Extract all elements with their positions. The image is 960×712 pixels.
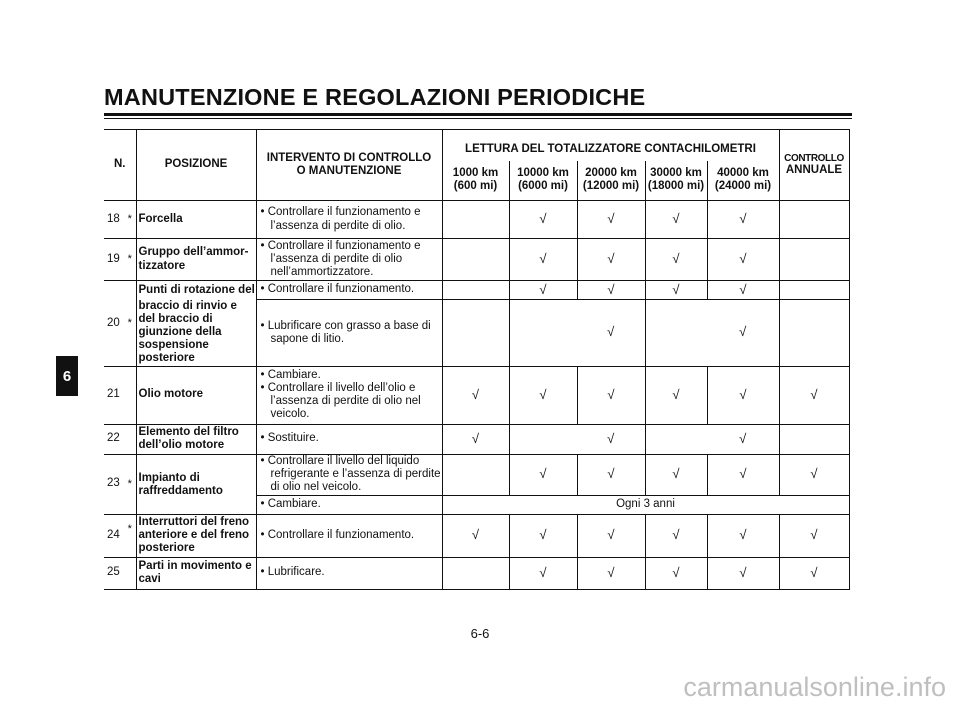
check-mark: √	[509, 454, 577, 495]
check-mark: √	[707, 201, 779, 239]
header-n: N.	[104, 130, 136, 201]
check-mark: √	[707, 366, 779, 424]
watermark: carmanualsonline.info	[683, 672, 946, 702]
action-23b: • Cambiare.	[256, 495, 442, 514]
chapter-tab: 6	[56, 356, 78, 396]
title-rule-thin	[104, 118, 852, 119]
check-mark: √	[442, 514, 509, 557]
check-mark: √	[645, 239, 707, 281]
header-annual-line2: ANNUALE	[785, 164, 843, 177]
check-mark: √	[577, 281, 645, 300]
action-24: • Controllare il funzionamento.	[256, 514, 442, 557]
table-row-23: 23 * Impianto di raffreddamento • Controllare il livello del liquido refrigerante e l’assenza di perdite di olio nel veicolo. √ √ √ √ √	[104, 454, 849, 495]
check-mark: √	[707, 557, 779, 589]
check-mark: √	[707, 239, 779, 281]
check-mark: √	[645, 366, 707, 424]
action-20a: • Controllare il funzionamento.	[256, 281, 442, 300]
check-mark: √	[707, 281, 779, 300]
check-mark: √	[577, 557, 645, 589]
header-odometer: LETTURA DEL TOTALIZZATORE CONTACHILOMETRI	[442, 130, 779, 161]
action-20b: • Lubrificare con grasso a base di sapone di litio.	[256, 300, 442, 367]
table-row-19: 19 * Gruppo dell’ammor- tizzatore • Controllare il funzionamento e l’assenza di perdite di olio nell’ammortizzatore. √ √ √ √	[104, 239, 849, 281]
check-mark: √	[577, 514, 645, 557]
interval-text: Ogni 3 anni	[442, 495, 849, 514]
action-18: • Controllare il funzionamento e l’assenza di perdite di olio.	[256, 201, 442, 239]
check-mark: √	[577, 201, 645, 239]
check-mark: √	[577, 366, 645, 424]
check-mark: √	[779, 557, 849, 589]
header-annual	[779, 130, 849, 201]
check-mark: √	[509, 281, 577, 300]
action-21: • Cambiare. • Controllare il livello dell’olio e l’assenza di perdite di olio nel veicolo.	[256, 366, 442, 424]
page-title: MANUTENZIONE E REGOLAZIONI PERIODICHE	[104, 84, 646, 110]
table-row-24: 24 * Interruttori del freno anteriore e del freno posteriore • Controllare il funzionamento. √ √ √ √ √ √	[104, 514, 849, 557]
header-position: POSIZIONE	[136, 130, 256, 201]
check-mark: √	[509, 366, 577, 424]
check-mark: √	[577, 454, 645, 495]
title-rule-thick	[104, 113, 852, 116]
check-mark: √	[577, 300, 645, 367]
check-mark: √	[779, 514, 849, 557]
header-intervention: INTERVENTO DI CONTROLLO O MANUTENZIONE	[256, 130, 442, 201]
action-23a: • Controllare il livello del liquido refrigerante e l’assenza di perdite di olio nel veicolo.	[256, 454, 442, 495]
action-19: • Controllare il funzionamento e l’assenza di perdite di olio nell’ammortizzatore.	[256, 239, 442, 281]
check-mark: √	[509, 557, 577, 589]
table-row-20: 20 * Punti di rotazione del • Controllare il funzionamento. √ √ √ √	[104, 281, 849, 300]
table-row-21: 21 Olio motore • Cambiare. • Controllare il livello dell’olio e l’assenza di perdite di olio nel veicolo. √ √ √ √ √ √	[104, 366, 849, 424]
check-mark: √	[577, 239, 645, 281]
page-number: 6-6	[470, 626, 490, 641]
maintenance-table	[104, 129, 850, 590]
check-mark: √	[509, 514, 577, 557]
check-mark: √	[707, 454, 779, 495]
check-mark: √	[779, 366, 849, 424]
check-mark: √	[645, 514, 707, 557]
check-mark: √	[707, 514, 779, 557]
table-row-20b: braccio di rinvio e del braccio di giunzione della sospensione posteriore • Lubrificare con grasso a base di sapone di litio. √ √	[104, 300, 849, 367]
check-mark: √	[707, 300, 779, 367]
action-22: • Sostituire.	[256, 424, 442, 454]
check-mark: √	[645, 454, 707, 495]
check-mark: √	[509, 201, 577, 239]
table-row-18: 18 * Forcella • Controllare il funzionamento e l’assenza di perdite di olio. √ √ √ √	[104, 201, 849, 239]
header-interval-5: 40000 km (24000 mi)	[707, 161, 779, 201]
table-row-25: 25 Parti in movimento e cavi • Lubrificare. √ √ √ √ √	[104, 557, 849, 589]
check-mark: √	[442, 424, 509, 454]
header-interval-1: 1000 km (600 mi)	[442, 161, 509, 201]
check-mark: √	[779, 454, 849, 495]
check-mark: √	[645, 201, 707, 239]
header-interval-3: 20000 km (12000 mi)	[577, 161, 645, 201]
check-mark: √	[577, 424, 645, 454]
check-mark: √	[442, 366, 509, 424]
header-interval-2: 10000 km (6000 mi)	[509, 161, 577, 201]
action-25: • Lubrificare.	[256, 557, 442, 589]
header-annual-line1: CONTROLLO	[784, 152, 844, 164]
check-mark: √	[645, 281, 707, 300]
table-row-22: 22 Elemento del filtro dell’olio motore • Sostituire. √ √ √	[104, 424, 849, 454]
check-mark: √	[509, 239, 577, 281]
check-mark: √	[645, 557, 707, 589]
check-mark: √	[707, 424, 779, 454]
header-interval-4: 30000 km (18000 mi)	[645, 161, 707, 201]
